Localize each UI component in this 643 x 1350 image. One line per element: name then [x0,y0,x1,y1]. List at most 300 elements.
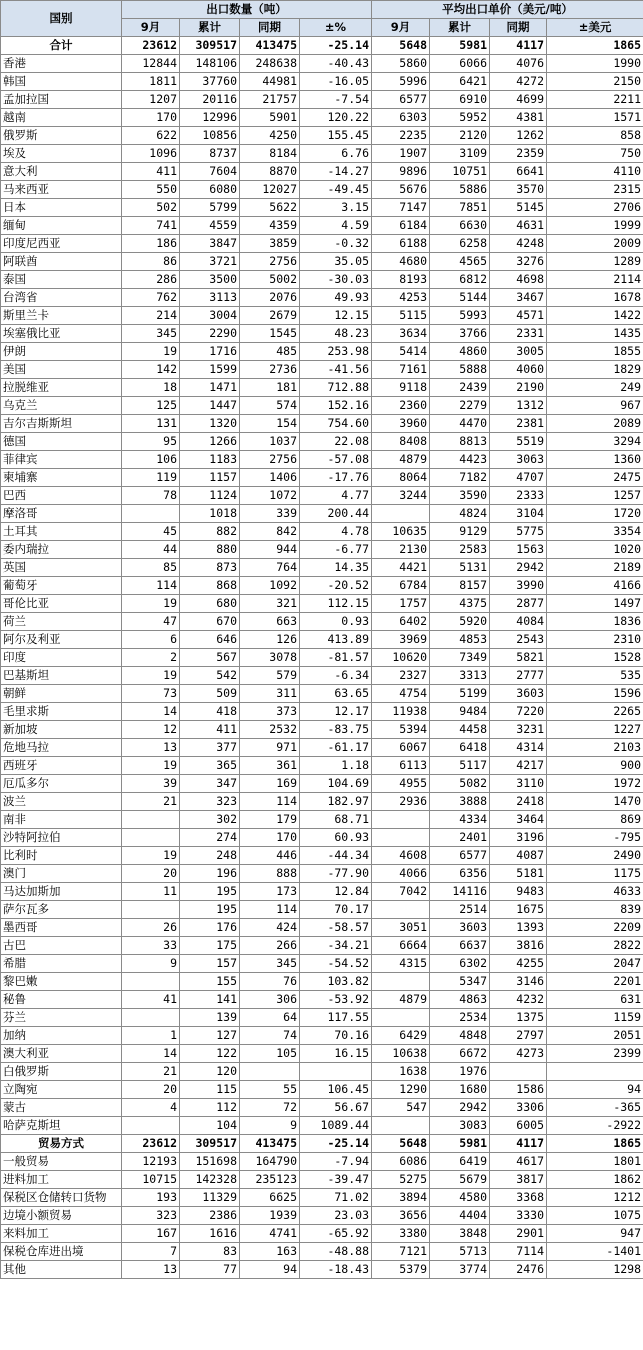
row-cell: 1497 [547,595,643,613]
row-cell: -7.94 [300,1153,372,1171]
row-cell: 5952 [430,109,490,127]
row-cell: 71.02 [300,1189,372,1207]
row-cell: 2399 [547,1045,643,1063]
row-cell: 4824 [430,505,490,523]
row-cell: 253.98 [300,343,372,361]
row-cell: 86 [122,253,180,271]
row-cell: 47 [122,613,180,631]
table-body [1,37,643,1279]
row-cell: 2333 [490,487,547,505]
table-row [1,991,643,1009]
row-cell: 83 [180,1243,240,1261]
row-cell: 2089 [547,415,643,433]
row-name: 新加坡 [1,721,122,739]
row-cell: 112.15 [300,595,372,613]
row-cell: -6.77 [300,541,372,559]
row-cell: 1616 [180,1225,240,1243]
row-cell: 1257 [547,487,643,505]
row-cell: 3244 [372,487,430,505]
table-row [1,811,643,829]
row-cell: 2797 [490,1027,547,1045]
row-cell: 1290 [372,1081,430,1099]
row-cell: 5117 [430,757,490,775]
row-cell: 2190 [490,379,547,397]
row-cell: 7114 [490,1243,547,1261]
row-cell: 1406 [240,469,300,487]
row-cell: 4375 [430,595,490,613]
row-cell: 4060 [490,361,547,379]
row-cell: -41.56 [300,361,372,379]
row-cell: 944 [240,541,300,559]
header-price-sep: 9月 [372,19,430,37]
row-cell: 4633 [547,883,643,901]
row-cell: -53.92 [300,991,372,1009]
row-cell: 4.77 [300,487,372,505]
row-cell: 7042 [372,883,430,901]
row-cell: 1 [122,1027,180,1045]
row-cell: 2936 [372,793,430,811]
row-cell: 186 [122,235,180,253]
row-cell: 44 [122,541,180,559]
row-cell: 3859 [240,235,300,253]
row-name: 危地马拉 [1,739,122,757]
row-cell: 302 [180,811,240,829]
row-cell: 105 [240,1045,300,1063]
row-cell: 2756 [240,451,300,469]
row-cell: 104.69 [300,775,372,793]
row-cell: 21 [122,793,180,811]
row-cell: 2475 [547,469,643,487]
table-row [1,253,643,271]
row-cell: 76 [240,973,300,991]
row-cell: 4217 [490,757,547,775]
table-row [1,73,643,91]
row-cell: 12193 [122,1153,180,1171]
row-cell: 2386 [180,1207,240,1225]
row-cell: 20 [122,865,180,883]
row-cell [122,829,180,847]
table-row [1,1135,643,1153]
row-cell: 868 [180,577,240,595]
row-cell: 413475 [240,37,300,55]
row-cell: 2756 [240,253,300,271]
row-cell: 4087 [490,847,547,865]
row-cell: 3766 [430,325,490,343]
row-cell: 63.65 [300,685,372,703]
row-cell: 3368 [490,1189,547,1207]
row-cell: 873 [180,559,240,577]
row-cell: 106.45 [300,1081,372,1099]
row-cell: 413.89 [300,631,372,649]
row-cell: 1018 [180,505,240,523]
row-cell: 22.08 [300,433,372,451]
row-cell: 535 [547,667,643,685]
row-cell: 167 [122,1225,180,1243]
row-name: 波兰 [1,793,122,811]
table-row [1,937,643,955]
row-cell [300,1063,372,1081]
row-cell: 3500 [180,271,240,289]
row-cell: 4248 [490,235,547,253]
row-cell: 248 [180,847,240,865]
row-cell: 2877 [490,595,547,613]
row-cell: 3847 [180,235,240,253]
row-cell: 1360 [547,451,643,469]
row-cell: 85 [122,559,180,577]
row-name: 黎巴嫩 [1,973,122,991]
row-name: 台湾省 [1,289,122,307]
row-name: 白俄罗斯 [1,1063,122,1081]
row-cell: 947 [547,1225,643,1243]
table-row [1,901,643,919]
row-cell: 164790 [240,1153,300,1171]
table-row [1,127,643,145]
row-cell: -65.92 [300,1225,372,1243]
row-name: 保税仓库进出境 [1,1243,122,1261]
row-cell: 2490 [547,847,643,865]
table-row [1,55,643,73]
row-cell: 4559 [180,217,240,235]
row-cell: 1207 [122,91,180,109]
row-cell: 2359 [490,145,547,163]
row-cell: 4253 [372,289,430,307]
row-cell: 6630 [430,217,490,235]
row-cell: 266 [240,937,300,955]
row-cell: 3603 [430,919,490,937]
row-name: 印度尼西亚 [1,235,122,253]
row-cell: 1865 [547,1135,643,1153]
row-cell: 11938 [372,703,430,721]
row-cell: 6577 [372,91,430,109]
row-cell: 4117 [490,37,547,55]
row-cell: 5860 [372,55,430,73]
row-cell: 542 [180,667,240,685]
table-row [1,361,643,379]
row-cell: 6113 [372,757,430,775]
table-row [1,775,643,793]
row-cell: 4117 [490,1135,547,1153]
row-cell [240,1063,300,1081]
row-name: 巴基斯坦 [1,667,122,685]
row-cell: 1545 [240,325,300,343]
row-cell: 4 [122,1099,180,1117]
row-cell: 21 [122,1063,180,1081]
row-name: 土耳其 [1,523,122,541]
row-cell: 23612 [122,1135,180,1153]
row-cell: 1312 [490,397,547,415]
row-cell: 4863 [430,991,490,1009]
row-cell: 10620 [372,649,430,667]
row-cell: 6641 [490,163,547,181]
row-cell: 411 [122,163,180,181]
row-cell: 5676 [372,181,430,199]
table-row [1,955,643,973]
row-cell: 321 [240,595,300,613]
row-cell: 2418 [490,793,547,811]
row-cell: 12.15 [300,307,372,325]
row-cell: 125 [122,397,180,415]
row-name: 摩洛哥 [1,505,122,523]
row-cell: 2 [122,649,180,667]
table-row [1,307,643,325]
row-cell: 1599 [180,361,240,379]
row-cell: 5920 [430,613,490,631]
header-price-cum: 累计 [430,19,490,37]
row-name: 边境小额贸易 [1,1207,122,1225]
row-name: 进料加工 [1,1171,122,1189]
header-row-top [1,1,643,19]
row-cell: 4250 [240,127,300,145]
row-name: 柬埔寨 [1,469,122,487]
row-cell: 5713 [430,1243,490,1261]
row-name: 澳大利亚 [1,1045,122,1063]
row-cell: 6421 [430,73,490,91]
row-cell: 5414 [372,343,430,361]
row-cell: 21757 [240,91,300,109]
row-cell: 3816 [490,937,547,955]
row-cell: 2942 [490,559,547,577]
row-cell [122,1009,180,1027]
row-cell: 70.17 [300,901,372,919]
row-cell: 1999 [547,217,643,235]
row-cell: 11 [122,883,180,901]
table-row [1,1099,643,1117]
row-name: 厄瓜多尔 [1,775,122,793]
row-name: 南非 [1,811,122,829]
row-cell: 1563 [490,541,547,559]
row-cell: 3656 [372,1207,430,1225]
row-cell: 68.71 [300,811,372,829]
row-name: 意大利 [1,163,122,181]
row-cell: 4166 [547,577,643,595]
row-cell: 1183 [180,451,240,469]
row-cell: 196 [180,865,240,883]
header-qty-prev: 同期 [240,19,300,37]
row-cell: 6625 [240,1189,300,1207]
row-cell: -17.76 [300,469,372,487]
row-cell: 6.76 [300,145,372,163]
row-cell: 6188 [372,235,430,253]
row-cell: 5002 [240,271,300,289]
row-name: 阿联酋 [1,253,122,271]
row-cell: 10715 [122,1171,180,1189]
header-export-price: 平均出口单价（美元/吨） [372,1,643,19]
row-cell: 6067 [372,739,430,757]
row-cell: 4879 [372,451,430,469]
row-cell: 1422 [547,307,643,325]
row-cell: 114 [240,793,300,811]
row-cell: 151698 [180,1153,240,1171]
row-cell: 574 [240,397,300,415]
row-cell: 41 [122,991,180,1009]
row-cell: 248638 [240,55,300,73]
row-name: 澳门 [1,865,122,883]
row-cell: 12.84 [300,883,372,901]
row-cell: -795 [547,829,643,847]
row-cell: 413475 [240,1135,300,1153]
row-cell: 631 [547,991,643,1009]
row-cell: 6303 [372,109,430,127]
table-row [1,487,643,505]
row-cell: 7604 [180,163,240,181]
row-cell: 286 [122,271,180,289]
row-cell: 12 [122,721,180,739]
row-cell: 1471 [180,379,240,397]
row-cell: -58.57 [300,919,372,937]
table-row [1,1117,643,1135]
table-row [1,523,643,541]
row-cell: 119 [122,469,180,487]
row-cell: 2047 [547,955,643,973]
row-cell: 9 [240,1117,300,1135]
row-cell: 13 [122,1261,180,1279]
row-cell: 170 [122,109,180,127]
row-cell: 5622 [240,199,300,217]
row-name: 菲律宾 [1,451,122,469]
row-cell: 4470 [430,415,490,433]
row-cell: 5145 [490,199,547,217]
row-cell: 6356 [430,865,490,883]
row-cell: -14.27 [300,163,372,181]
row-cell: -77.90 [300,865,372,883]
row-cell: 155 [180,973,240,991]
row-cell: 8064 [372,469,430,487]
row-name: 蒙古 [1,1099,122,1117]
row-cell: 2051 [547,1027,643,1045]
row-cell: 741 [122,217,180,235]
table-row [1,1243,643,1261]
row-cell: 9484 [430,703,490,721]
row-cell: 6672 [430,1045,490,1063]
row-cell: 880 [180,541,240,559]
row-cell: 3888 [430,793,490,811]
row-cell: 1089.44 [300,1117,372,1135]
table-row [1,1045,643,1063]
row-cell: 56.67 [300,1099,372,1117]
row-cell [122,1117,180,1135]
row-cell: 5901 [240,109,300,127]
row-cell [372,973,430,991]
row-cell: 4.78 [300,523,372,541]
row-cell: 4423 [430,451,490,469]
row-name: 加纳 [1,1027,122,1045]
row-cell: -20.52 [300,577,372,595]
row-cell: 195 [180,901,240,919]
row-cell: 55 [240,1081,300,1099]
row-name: 萨尔瓦多 [1,901,122,919]
row-cell: 1801 [547,1153,643,1171]
row-cell: 20 [122,1081,180,1099]
row-cell: 2076 [240,289,300,307]
table-row [1,289,643,307]
row-cell: 1092 [240,577,300,595]
row-name: 西班牙 [1,757,122,775]
row-cell: -61.17 [300,739,372,757]
row-cell: 2543 [490,631,547,649]
row-cell: 842 [240,523,300,541]
row-cell: 5131 [430,559,490,577]
row-cell: 6005 [490,1117,547,1135]
row-cell: 3110 [490,775,547,793]
table-row [1,433,643,451]
row-cell: 1159 [547,1009,643,1027]
row-cell: 3570 [490,181,547,199]
row-cell: 200.44 [300,505,372,523]
row-cell: 3634 [372,325,430,343]
header-qty-pct: ±% [300,19,372,37]
row-name: 荷兰 [1,613,122,631]
row-cell: 8408 [372,433,430,451]
row-cell: 18 [122,379,180,397]
row-cell: 5981 [430,1135,490,1153]
row-cell: 175 [180,937,240,955]
row-cell: 2209 [547,919,643,937]
row-cell: 6080 [180,181,240,199]
row-cell: 142328 [180,1171,240,1189]
row-cell: 3969 [372,631,430,649]
row-cell: 2532 [240,721,300,739]
table-row [1,469,643,487]
row-name: 立陶宛 [1,1081,122,1099]
row-cell: 64 [240,1009,300,1027]
row-cell: 4314 [490,739,547,757]
row-cell: 1175 [547,865,643,883]
row-cell: 4110 [547,163,643,181]
header-country: 国别 [1,1,122,37]
row-cell: 9896 [372,163,430,181]
row-cell: 5679 [430,1171,490,1189]
row-cell: 4860 [430,343,490,361]
table-row [1,1153,643,1171]
row-cell: 3721 [180,253,240,271]
row-cell: 2736 [240,361,300,379]
table-row [1,595,643,613]
row-cell: 3894 [372,1189,430,1207]
row-cell: 10856 [180,127,240,145]
row-cell: 4565 [430,253,490,271]
row-cell: 4458 [430,721,490,739]
row-cell: 3590 [430,487,490,505]
row-cell: 157 [180,955,240,973]
row-cell: 550 [122,181,180,199]
row-cell: 2120 [430,127,490,145]
table-row [1,1189,643,1207]
row-cell: 5799 [180,199,240,217]
table-row [1,919,643,937]
row-cell: 764 [240,559,300,577]
row-cell: 4.59 [300,217,372,235]
table-row [1,865,643,883]
row-cell: 3004 [180,307,240,325]
row-cell [122,811,180,829]
row-name: 墨西哥 [1,919,122,937]
row-cell: 5199 [430,685,490,703]
row-cell: 1320 [180,415,240,433]
row-cell: 3083 [430,1117,490,1135]
row-cell: 13 [122,739,180,757]
table-row [1,451,643,469]
row-cell: 4955 [372,775,430,793]
row-cell: 23.03 [300,1207,372,1225]
row-cell: 4848 [430,1027,490,1045]
row-cell: 1829 [547,361,643,379]
table-row [1,631,643,649]
row-cell: 181 [240,379,300,397]
row-cell: 1435 [547,325,643,343]
table-row [1,649,643,667]
row-cell: 2150 [547,73,643,91]
row-cell: 680 [180,595,240,613]
